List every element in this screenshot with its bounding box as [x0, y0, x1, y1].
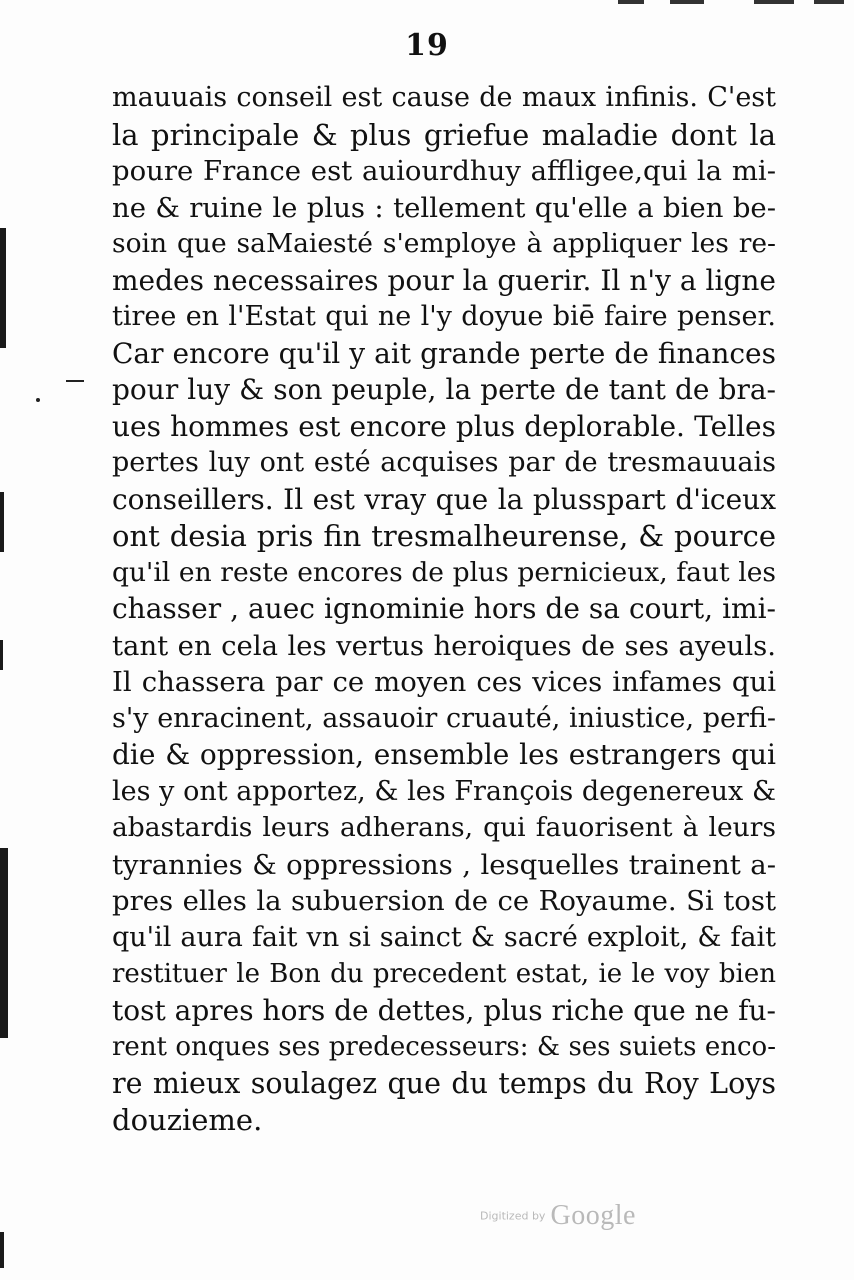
binding-shadow	[0, 228, 6, 348]
text-line: chasser , auec ignominie hors de sa court, imi-	[112, 592, 776, 625]
text-line: s'y enracinent, assauoir cruauté, iniustice, perfi-	[112, 702, 776, 734]
body-text	[112, 80, 776, 1139]
stray-mark	[36, 398, 40, 402]
binding-shadow	[0, 848, 8, 1038]
page-number: 19	[405, 28, 449, 63]
text-line: ont desia pris fin tresmalheurense, & pource	[112, 519, 776, 553]
text-line: les y ont apportez, & les François degenereux &	[112, 775, 776, 807]
text-line: tiree en l'Estat qui ne l'y doyue biē faire penser.	[112, 301, 776, 332]
text-line: restituer le Bon du precedent estat, ie le voy bien	[112, 959, 776, 989]
stray-mark	[66, 380, 84, 382]
text-line: conseillers. Il est vray que la plusspart d'iceux	[112, 482, 776, 516]
text-line: rent onques ses predecesseurs: & ses suiets enco-	[112, 1032, 776, 1062]
text-line: soin que saMaiesté s'employe à appliquer les re-	[112, 228, 776, 259]
text-line: pres elles la subuersion de ce Royaume. Si tost	[112, 885, 776, 917]
top-edge-bleed	[604, 0, 854, 10]
text-line: mauuais conseil est cause de maux infinis. C'est	[112, 82, 776, 113]
text-line: douzieme.	[112, 1103, 263, 1137]
text-line: Il chassera par ce moyen ces vices infames qui	[112, 666, 776, 698]
watermark-brand: Google	[550, 1200, 636, 1231]
text-line: ues hommes est encore plus deplorable. Telles	[112, 409, 776, 443]
text-line: qu'il en reste encores de plus pernicieux, faut les	[112, 556, 776, 588]
text-line: ne & ruine le plus : tellement qu'elle a bien be-	[112, 191, 776, 224]
text-line: tant en cela les vertus heroiques de ses ayeuls.	[112, 629, 776, 662]
text-line: re mieux soulagez que du temps du Roy Loys	[112, 1066, 776, 1100]
text-line: qu'il aura fait vn si sainct & sacré exploit, & fait	[112, 921, 776, 953]
binding-shadow	[0, 640, 3, 670]
text-line: die & oppression, ensemble les estrangers qui	[112, 738, 776, 771]
text-line: Car encore qu'il y ait grande perte de finances	[112, 336, 776, 370]
text-line: pertes luy ont esté acquises par de tresmauuais	[112, 447, 776, 478]
text-line: medes necessaires pour la guerir. Il n'y a ligne	[112, 263, 776, 297]
text-line: tost apres hors de dettes, plus riche que ne fu-	[112, 993, 776, 1027]
text-line: abastardis leurs adherans, qui fauorisent à leurs	[112, 812, 776, 843]
text-line: pour luy & son peuple, la perte de tant de bra-	[112, 373, 776, 406]
text-line: tyrannies & oppressions , lesquelles trainent a-	[112, 848, 776, 881]
digitized-watermark	[480, 1200, 636, 1232]
watermark-prefix: Digitized by	[480, 1209, 546, 1223]
text-line: poure France est auiourdhuy affligee,qui la mi-	[112, 155, 776, 187]
text-line: la principale & plus griefue maladie dont la	[112, 117, 776, 152]
binding-shadow	[0, 1232, 4, 1268]
binding-shadow	[0, 492, 4, 552]
